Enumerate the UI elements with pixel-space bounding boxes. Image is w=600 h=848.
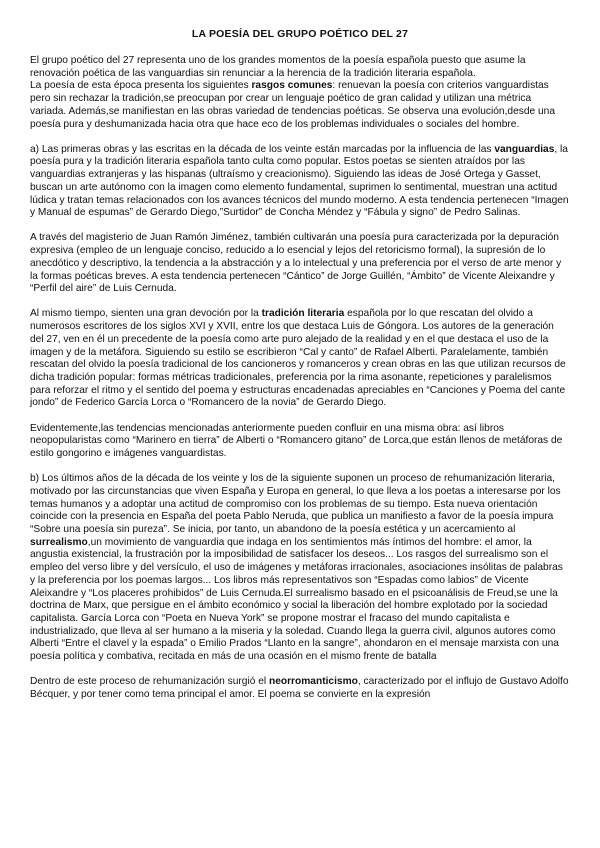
section-a-paragraph <box>30 144 570 220</box>
intro-paragraph <box>30 55 570 131</box>
evidentemente-paragraph: Evidentemente,las tendencias mencionadas anteriormente pueden confluir en una misma obra: así libros neopopularistas como “Marinero en tierra” de Alberti o “Romancero gitano” de Lorca,que están llenos de metáforas de estilo gongorino e imágenes vanguardistas. <box>30 422 563 459</box>
neorromanticismo-paragraph <box>30 676 570 701</box>
section-a-bold-vanguardias: vanguardias <box>494 143 555 155</box>
section-a-text-2: , la poesía pura y la tradición literaria española tanto culta como popular. Estos poetas se sienten atraídos por las vanguardias extranjeras y las hispanas (ultraísmo y creacionismo). Siguiendo las ideas de José Ortega y Gasset, buscan un arte autónomo con la imagen como elemento fundamental, suprimen lo sentimental, muestran una actitud lúdica y tratan temas relacionados con los avances técnicos del mundo moderno. A esta tendencia pertenecen “Imagen y Manual de espumas” de Gerardo Diego,”Surtidor” de Concha Méndez y “Fábula y signo” de Pedro Salinas. <box>30 143 569 219</box>
tradicion-paragraph <box>30 308 570 410</box>
intro-text-2a: La poesía de esta época presenta los siguientes <box>30 80 252 92</box>
section-b-bold-surrealismo: surrealismo <box>30 536 88 548</box>
intro-bold-rasgos: rasgos comunes <box>251 80 333 92</box>
intro-text-2c: : renuevan la poesía con criterios vanguardistas pero sin rechazar la tradición,se preocupan por crear un lenguaje poético de gran calidad y utilizan una métrica variada. Además,se manifiestan en las obras variedad de tendencias poéticas. Se observa una evolución,desde una poesía pura y deshumanizada hacia otra que hace eco de los problemas individuales o sociales del hombre. <box>30 80 555 130</box>
section-b-text-1: b) Los últimos años de la década de los veinte y los de la siguiente suponen un proceso de rehumanización literaria, motivado por las circunstancias que viven España y Europa en general, lo que lleva a los poetas a interesarse por los temas humanos y a adoptar una actitud de compromiso con los problemas de su tiempo. Esta nueva orientación coincide con la presencia en España del poeta Pablo Neruda, que publica un manifiesto a favor de la poesía impura “Sobre una poesía sin pureza”. Se inicia, por tanto, un abandono de la poesía estética y un acercamiento al <box>30 473 561 535</box>
neo-bold: neorromanticismo <box>268 676 358 688</box>
jrj-paragraph: A través del magisterio de Juan Ramón Jiménez, también cultivarán una poesía pura caracterizada por la depuración expresiva (empleo de un lenguaje conciso, reducido a lo esencial y lejos del retoricismo formal), la supresión de lo anecdótico y descriptivo, la tendencia a la abstracción y a lo intelectual y una preferencia por el verso de arte menor y la formas poéticas breves. A esta tendencia pertenecen “Cántico” de Jorge Guillén, “Ámbito” de Vicente Aleixandre y “Perfil del aire” de Luis Cernuda. <box>30 232 562 295</box>
intro-text-1: El grupo poético del 27 representa uno de los grandes momentos de la poesía española puesto que asume la renovación poética de las vanguardias sin renunciar a la herencia de la tradición literaria española. <box>30 55 526 79</box>
document-title: LA POESÍA DEL GRUPO POÉTICO DEL 27 <box>191 28 409 40</box>
section-b-paragraph <box>30 473 570 664</box>
neo-text-2: , caracterizado por el influjo de Gustavo Adolfo Bécquer, y por tener como tema principal el amor. El poema se convierte en la expresión <box>30 676 569 700</box>
tradicion-bold: tradición literaria <box>261 308 345 320</box>
tradicion-text-1: Al mismo tiempo, sienten una gran devoción por la <box>30 308 262 320</box>
tradicion-text-2: española por lo que rescatan del olvido a numerosos escritores de los siglos XVI y XVII, entre los que destaca Luis de Góngora. Los autores de la generación del 27, ven en él un precedente de la poesía como arte puro alejado de la realidad y en el que destaca el uso de la imagen y de la metáfora. Siguiendo su estilo se escribieron “Cal y canto” de Rafael Alberti. Paralelamente, también rescatan del olvido la poesía tradicional de los cancioneros y romanceros y crean obras en las que utilizan recursos de dicha tradición popular: formas métricas tradicionales, preferencia por la rima asonante, repeticiones y paralelismos para reforzar el ritmo y el sentido del poema y estructuras encadenadas apreciables en “Canciones y Poema del cante jondo” de Federico García Lorca o “Romancero de la novia” de Gerardo Diego. <box>30 308 566 409</box>
neo-text-1: Dentro de este proceso de rehumanización surgió el <box>30 676 269 688</box>
section-a-text-1: a) Las primeras obras y las escritas en la década de los veinte están marcadas por la influencia de las <box>30 143 495 155</box>
section-b-text-2: ,un movimiento de vanguardia que indaga en los sentimientos más íntimos del hombre: el amor, la angustia existencial, la frustración por la imposibilidad de satisfacer los deseos... Los rasgos del surrealismo son el empleo del verso libre y del versículo, el uso de imágenes y metáforas irracionales, asociaciones insólitas de palabras y la preferencia por los poemas largos... Los libros más representativos son “Espadas como labios” de Vicente Aleixandre y “Los placeres prohibidos” de Luis Cernuda.El surrealismo basado en el psicoanálisis de Freud,se une la doctrina de Marx, que persigue en el ámbito económico y social la liberación del hombre explotado por la sociedad capitalista. García Lorca con “Poeta en Nueva York” se propone mostrar el fracaso del mundo capitalista e industrializado, que lleva al ser humano a la miseria y la soledad. Cuando llega la guerra civil, algunos autores como Alberti “Entre el clavel y la espada” o Emilio Prados “Llanto en la sangre”, ahondaron en el mensaje marxista con una poesía política y combativa, recitada en más de una ocasión en el mismo frente de batalla <box>30 536 563 663</box>
